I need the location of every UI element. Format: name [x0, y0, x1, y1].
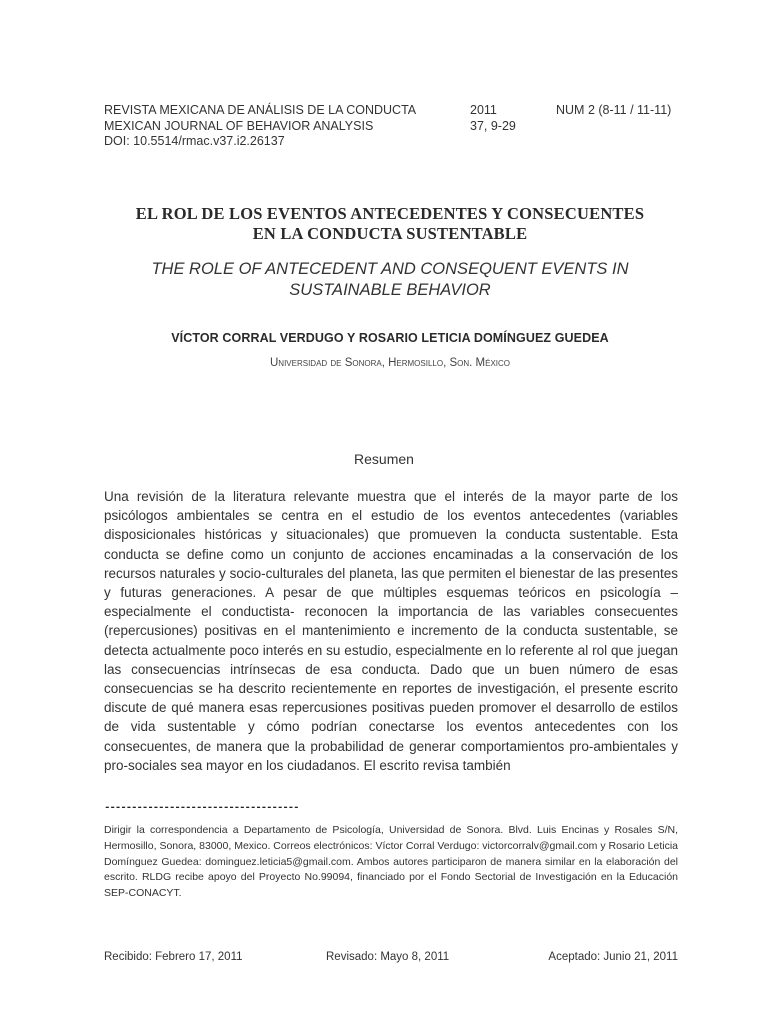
title-es-line-2: EN LA CONDUCTA SUSTENTABLE — [252, 224, 528, 243]
journal-number — [556, 103, 671, 119]
journal-name-es: REVISTA MEXICANA DE ANÁLISIS DE LA CONDUCTA — [104, 103, 417, 117]
article-title-es — [90, 204, 690, 244]
issue-number: NUM 2 (8-11 / 11-11) — [556, 103, 672, 117]
date-revised: Revisado: Mayo 8, 2011 — [326, 951, 450, 963]
doi: DOI: 10.5514/rmac.v37.i2.26137 — [104, 134, 285, 148]
footnote-divider: ------------------------------------ — [104, 802, 299, 814]
authors: VÍCTOR CORRAL VERDUGO Y ROSARIO LETICIA DOMÍNGUEZ GUEDEA — [171, 331, 609, 345]
year: 2011 — [470, 103, 497, 117]
journal-name-en: MEXICAN JOURNAL OF BEHAVIOR ANALYSIS — [104, 118, 374, 133]
journal-year-volume — [470, 103, 516, 134]
title-en-line-1: THE ROLE OF ANTECEDENT AND CONSEQUENT EVENTS IN — [151, 260, 629, 278]
volume-pages: 37, 9-29 — [470, 118, 516, 133]
title-en-line-2: SUSTAINABLE BEHAVIOR — [289, 281, 491, 299]
journal-header — [104, 103, 416, 150]
abstract-text: Una revisión de la literatura relevante muestra que el interés de la mayor parte de los psicólogos ambientales se centra en el estudio de los eventos antecedentes (variables disposicionales históricas y situacionales) que promueven la conducta sustentable. Esta conducta se define como un conjunto de acciones encaminadas a la conservación de los recursos naturales y socio-culturales del planeta, las que permiten el bienestar de las presentes y futuras generaciones. A pesar de que múltiples esquemas teóricos en psicología –especialmente el conductista- reconocen la importancia de las variables consecuentes (repercusiones) positivas en el mantenimiento e incremento de la conducta sustentable, se detecta actualmente poco interés en su estudio, especialmente en lo referente al rol que juegan las consecuencias intrínsecas de esa conducta. Dado que un buen número de esas consecuencias se ha descrito recientemente en reportes de investigación, el presente escrito discute de qué manera esas repercusiones positivas pueden promover el desarrollo de estilos de vida sustentable y cómo podrían conectarse los eventos antecedentes con los consecuentes, de manera que la probabilidad de generar comportamientos pro-ambientales y pro-sociales sea mayor en los ciudadanos. El escrito revisa también — [104, 489, 678, 773]
affiliation: Universidad de Sonora, Hermosillo, Son. México — [269, 357, 510, 369]
title-es-line-1: EL ROL DE LOS EVENTOS ANTECEDENTES Y CONSECUENTES — [135, 204, 645, 223]
date-received: Recibido: Febrero 17, 2011 — [104, 951, 243, 963]
article-title-en — [90, 259, 690, 301]
abstract-heading: Resumen — [354, 451, 414, 467]
footnote-text: Dirigir la correspondencia a Departamento de Psicología, Universidad de Sonora. Blvd. Luis Encinas y Rosales S/N, Hermosillo, Sonora, 83000, Mexico. Correos electrónicos: Víctor Corral Verdugo: victorcorralv@gmail.com y Rosario Leticia Domínguez Guedea: dominguez.leticia5@gmail.com. Ambos autores participaron de manera similar en la elaboración del escrito. RLDG recibe apoyo del Proyecto No.99094, financiado por el Fondo Sectorial de Investigación en la Educación SEP-CONACYT. — [104, 824, 678, 900]
date-accepted: Aceptado: Junio 21, 2011 — [548, 951, 678, 963]
